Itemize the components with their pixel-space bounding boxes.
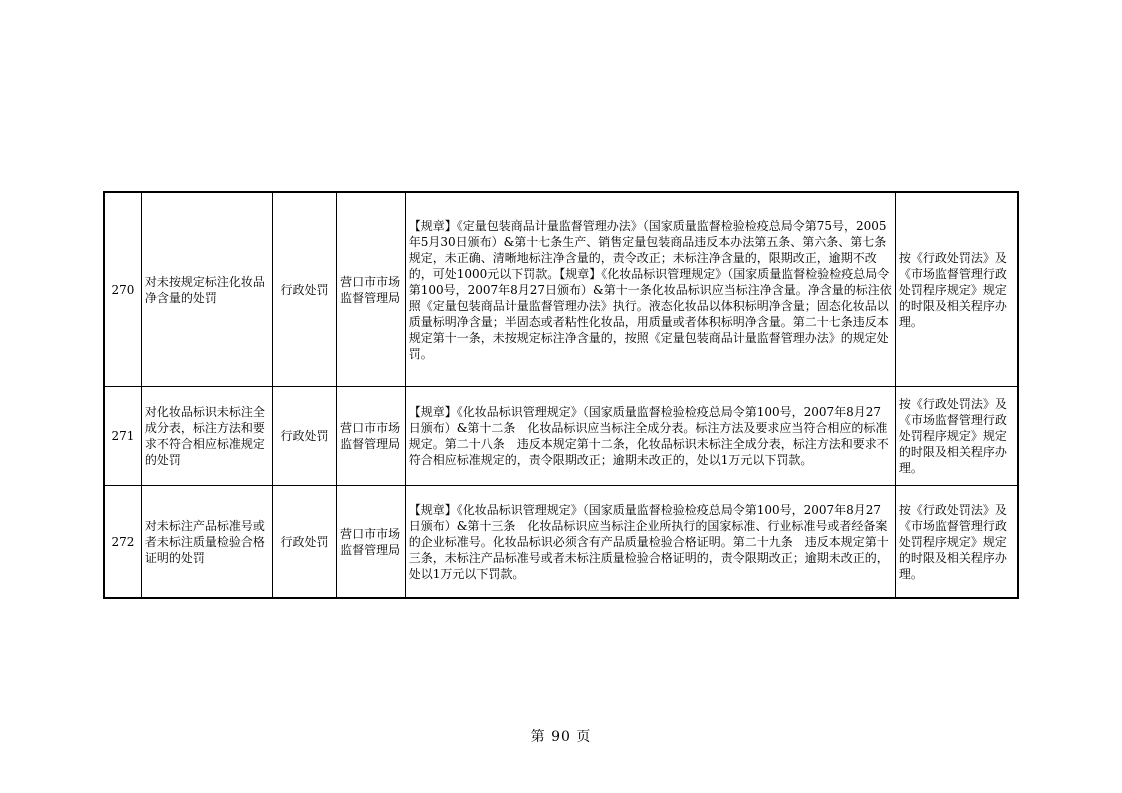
item-name: 对未标注产品标准号或者未标注质量检验合格证明的处罚 — [141, 486, 272, 599]
row-number: 272 — [104, 486, 141, 599]
table-row — [104, 486, 1018, 599]
table-row — [104, 192, 1018, 387]
legal-basis: 【规章】《化妆品标识管理规定》（国家质量监督检验检疫总局令第100号，2007年8月27日颁布）&第十三条 化妆品标识应当标注企业所执行的国家标准、行业标准号或者经备案的企业标准号。化妆品标识必须含有产品质量检验合格证明。第二十九条 违反本规定第十三条，未标注产品标准号或者未标注质量检验合格证明的，责令限期改正；逾期未改正的，处以1万元以下罚款。 — [405, 486, 895, 599]
legal-basis: 【规章】《定量包装商品计量监督管理办法》（国家质量监督检验检疫总局令第75号，2005年5月30日颁布）&第十七条生产、销售定量包装商品违反本办法第五条、第六条、第七条规定，未正确、清晰地标注净含量的，责令改正；未标注净含量的，限期改正，逾期不改的，可处1000元以下罚款。【规章】《化妆品标识管理规定》（国家质量监督检验检疫总局令第100号，2007年8月27日颁布）&第十一条化妆品标识应当标注净含量。净含量的标注依照《定量包装商品计量监督管理办法》执行。液态化妆品以体积标明净含量；固态化妆品以质量标明净含量；半固态或者粘性化妆品，用质量或者体积标明净含量。第二十七条违反本规定第十一条，未按规定标注净含量的，按照《定量包装商品计量监督管理办法》的规定处罚。 — [405, 192, 895, 387]
procedure: 按《行政处罚法》及《市场监督管理行政处罚程序规定》规定的时限及相关程序办理。 — [895, 192, 1018, 387]
item-name: 对未按规定标注化妆品净含量的处罚 — [141, 192, 272, 387]
row-number: 271 — [104, 387, 141, 486]
procedure: 按《行政处罚法》及《市场监督管理行政处罚程序规定》规定的时限及相关程序办理。 — [895, 387, 1018, 486]
item-type: 行政处罚 — [272, 192, 336, 387]
legal-basis: 【规章】《化妆品标识管理规定》（国家质量监督检验检疫总局令第100号，2007年8月27日颁布）&第十二条 化妆品标识应当标注全成分表。标注方法及要求应当符合相应的标准规定。第二十八条 违反本规定第十二条，化妆品标识未标注全成分表，标注方法和要求不符合相应标准规定的，责令限期改正；逾期未改正的，处以1万元以下罚款。 — [405, 387, 895, 486]
item-name: 对化妆品标识未标注全成分表，标注方法和要求不符合相应标准规定的处罚 — [141, 387, 272, 486]
table-row — [104, 387, 1018, 486]
item-type: 行政处罚 — [272, 387, 336, 486]
penalty-table — [103, 191, 1019, 599]
department: 营口市市场监督管理局 — [337, 486, 406, 599]
row-number: 270 — [104, 192, 141, 387]
department: 营口市市场监督管理局 — [337, 387, 406, 486]
procedure: 按《行政处罚法》及《市场监督管理行政处罚程序规定》规定的时限及相关程序办理。 — [895, 486, 1018, 599]
department: 营口市市场监督管理局 — [337, 192, 406, 387]
page-number: 第 90 页 — [530, 729, 592, 745]
item-type: 行政处罚 — [272, 486, 336, 599]
